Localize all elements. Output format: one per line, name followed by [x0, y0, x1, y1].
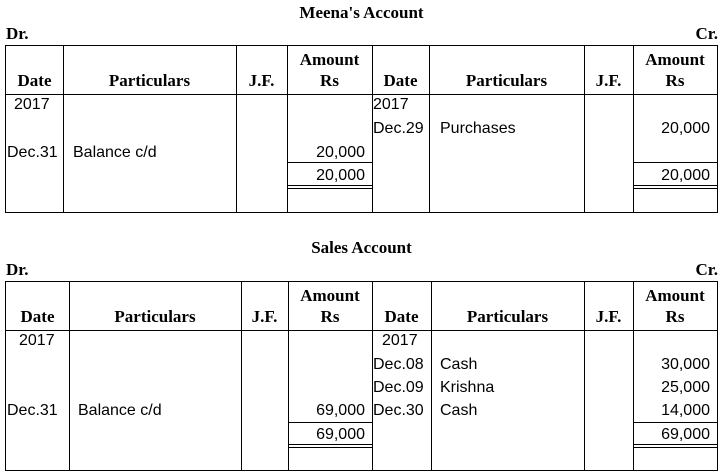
- credit-date: Dec.29: [373, 120, 424, 137]
- header-jf: J.F.: [595, 307, 622, 326]
- credit-amount: 14,000: [661, 402, 710, 419]
- credit-particulars: Purchases: [440, 120, 516, 137]
- credit-label: Cr.: [695, 260, 718, 279]
- header-jf: J.F.: [248, 71, 275, 90]
- ledger-table: [5, 45, 718, 213]
- header-particulars: Particulars: [466, 307, 549, 326]
- credit-particulars: Cash: [440, 402, 478, 419]
- header-amount-unit: Rs: [320, 307, 340, 326]
- debit-total: 20,000: [316, 167, 365, 184]
- debit-label: Dr.: [6, 260, 29, 279]
- header-amount-unit: Rs: [665, 71, 685, 90]
- debit-date: Dec.31: [7, 144, 58, 161]
- credit-amount: 30,000: [661, 356, 710, 373]
- header-amount: Amount: [299, 50, 360, 69]
- header-particulars: Particulars: [114, 307, 196, 326]
- debit-total: 69,000: [316, 426, 365, 443]
- header-amount: Amount: [645, 286, 705, 305]
- credit-year: 2017: [382, 332, 418, 349]
- debit-label: Dr.: [6, 24, 29, 43]
- debit-amount: 69,000: [316, 402, 365, 419]
- debit-date: Dec.31: [7, 402, 58, 419]
- header-particulars: Particulars: [465, 71, 548, 90]
- debit-amount: 20,000: [316, 144, 365, 161]
- header-date: Date: [383, 71, 418, 90]
- credit-particulars: Krishna: [440, 379, 495, 396]
- header-amount-unit: Rs: [665, 307, 685, 326]
- header-jf: J.F.: [251, 307, 278, 326]
- credit-total: 69,000: [661, 426, 710, 443]
- credit-amount: 20,000: [661, 120, 710, 137]
- header-amount-unit: Rs: [320, 71, 339, 90]
- credit-total: 20,000: [661, 167, 710, 184]
- credit-date: Dec.30: [373, 402, 424, 419]
- header-date: Date: [17, 71, 52, 90]
- ledger-table: [5, 281, 718, 471]
- debit-particulars: Balance c/d: [73, 144, 157, 161]
- credit-year: 2017: [373, 96, 409, 113]
- header-amount: Amount: [300, 286, 360, 305]
- debit-particulars: Balance c/d: [78, 402, 162, 419]
- credit-particulars: Cash: [440, 356, 478, 373]
- header-amount: Amount: [645, 50, 705, 69]
- account-title: Sales Account: [311, 238, 412, 257]
- credit-date: Dec.09: [373, 379, 424, 396]
- header-date: Date: [20, 307, 55, 326]
- credit-amount: 25,000: [661, 379, 710, 396]
- credit-label: Cr.: [695, 24, 718, 43]
- debit-year: 2017: [19, 332, 55, 349]
- header-particulars: Particulars: [108, 71, 191, 90]
- debit-year: 2017: [14, 96, 50, 113]
- header-jf: J.F.: [595, 71, 622, 90]
- credit-date: Dec.08: [373, 356, 424, 373]
- header-date: Date: [384, 307, 419, 326]
- account-title: Meena's Account: [299, 3, 424, 22]
